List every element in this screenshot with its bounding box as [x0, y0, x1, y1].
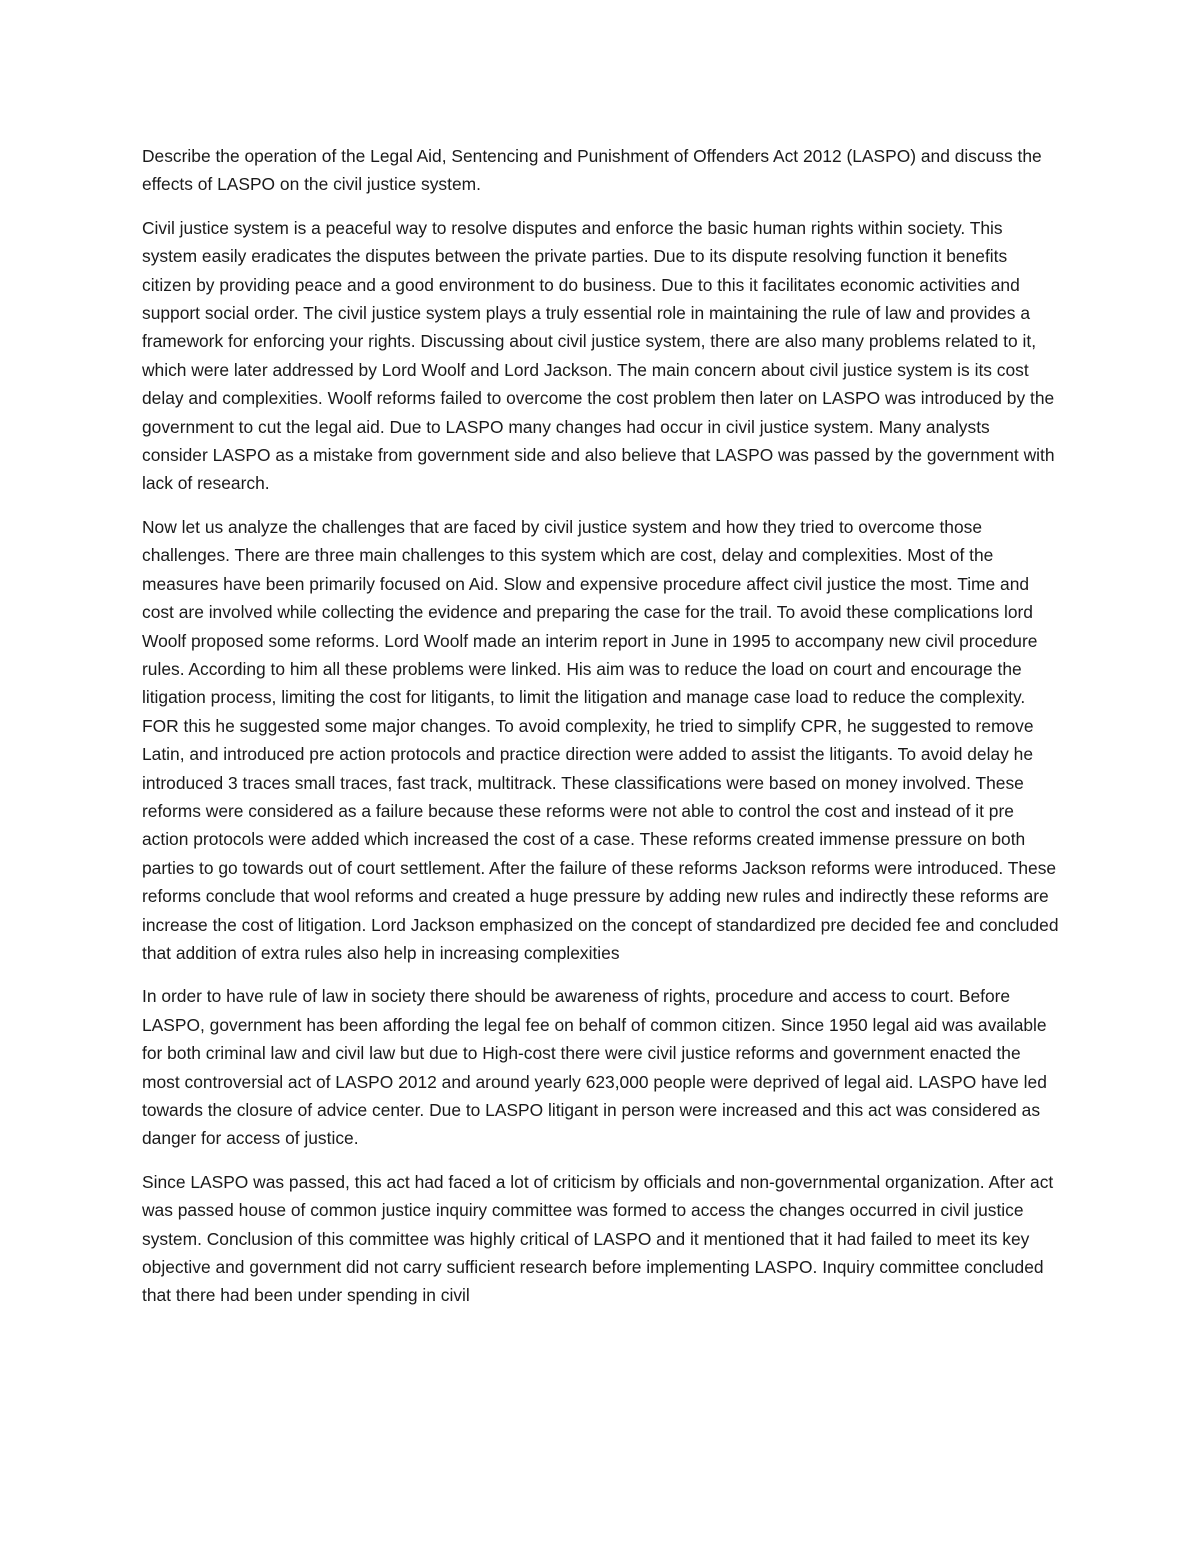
body-paragraph-4: Since LASPO was passed, this act had faced a lot of criticism by officials and non-governmental organization. After act was passed house of common justice inquiry committee was formed to access the changes occurred in civil justice system. Conclusion of this committee was highly critical of LASPO and it mentioned that it had failed to meet its key objective and government did not carry sufficient research before implementing LASPO. Inquiry committee concluded that there had been under spending in civil — [142, 1171, 1054, 1306]
document-body — [142, 142, 1060, 1325]
body-paragraph-2: Now let us analyze the challenges that are faced by civil justice system and how they tried to overcome those challenges. There are three main challenges to this system which are cost, delay and complexities. Most of the measures have been primarily focused on Aid. Slow and expensive procedure affect civil justice the most. Time and cost are involved while collecting the evidence and preparing the case for the trail. To avoid these complications lord Woolf proposed some reforms. Lord Woolf made an interim report in June in 1995 to accompany new civil procedure rules. According to him all these problems were linked. His aim was to reduce the load on court and encourage the litigation process, limiting the cost for litigants, to limit the litigation and manage case load to reduce the complexity. FOR this he suggested some major changes. To avoid complexity, he tried to simplify CPR, he suggested to remove Latin, and introduced pre action protocols and practice direction were added to assist the litigants. To avoid delay he introduced 3 traces small traces, fast track, multitrack. These classifications were based on money involved. These reforms were considered as a failure because these reforms were not able to control the cost and instead of it pre action protocols were added which increased the cost of a case. These reforms created immense pressure on both parties to go towards out of court settlement. After the failure of these reforms Jackson reforms were introduced. These reforms conclude that wool reforms and created a huge pressure by adding new rules and indirectly these reforms are increase the cost of litigation. Lord Jackson emphasized on the concept of standardized pre decided fee and concluded that addition of extra rules also help in increasing complexities — [142, 516, 1059, 963]
question-paragraph: Describe the operation of the Legal Aid, Sentencing and Punishment of Offenders Act 2012 (LASPO) and discuss the effects of LASPO on the civil justice system. — [142, 146, 1042, 195]
body-paragraph-1: Civil justice system is a peaceful way to resolve disputes and enforce the basic human rights within society. This system easily eradicates the disputes between the private parties. Due to its dispute resolving function it benefits citizen by providing peace and a good environment to do business. Due to this it facilitates economic activities and support social order. The civil justice system plays a truly essential role in maintaining the rule of law and provides a framework for enforcing your rights. Discussing about civil justice system, there are also many problems related to it, which were later addressed by Lord Woolf and Lord Jackson. The main concern about civil justice system is its cost delay and complexities. Woolf reforms failed to overcome the cost problem then later on LASPO was introduced by the government to cut the legal aid. Due to LASPO many changes had occur in civil justice system. Many analysts consider LASPO as a mistake from government side and also believe that LASPO was passed by the government with lack of research. — [142, 217, 1055, 494]
body-paragraph-3: In order to have rule of law in society there should be awareness of rights, procedure and access to court. Before LASPO, government has been affording the legal fee on behalf of common citizen. Since 1950 legal aid was available for both criminal law and civil law but due to High-cost there were civil justice reforms and government enacted the most controversial act of LASPO 2012 and around yearly 623,000 people were deprived of legal aid. LASPO have led towards the closure of advice center. Due to LASPO litigant in person were increased and this act was considered as danger for access of justice. — [142, 986, 1047, 1149]
